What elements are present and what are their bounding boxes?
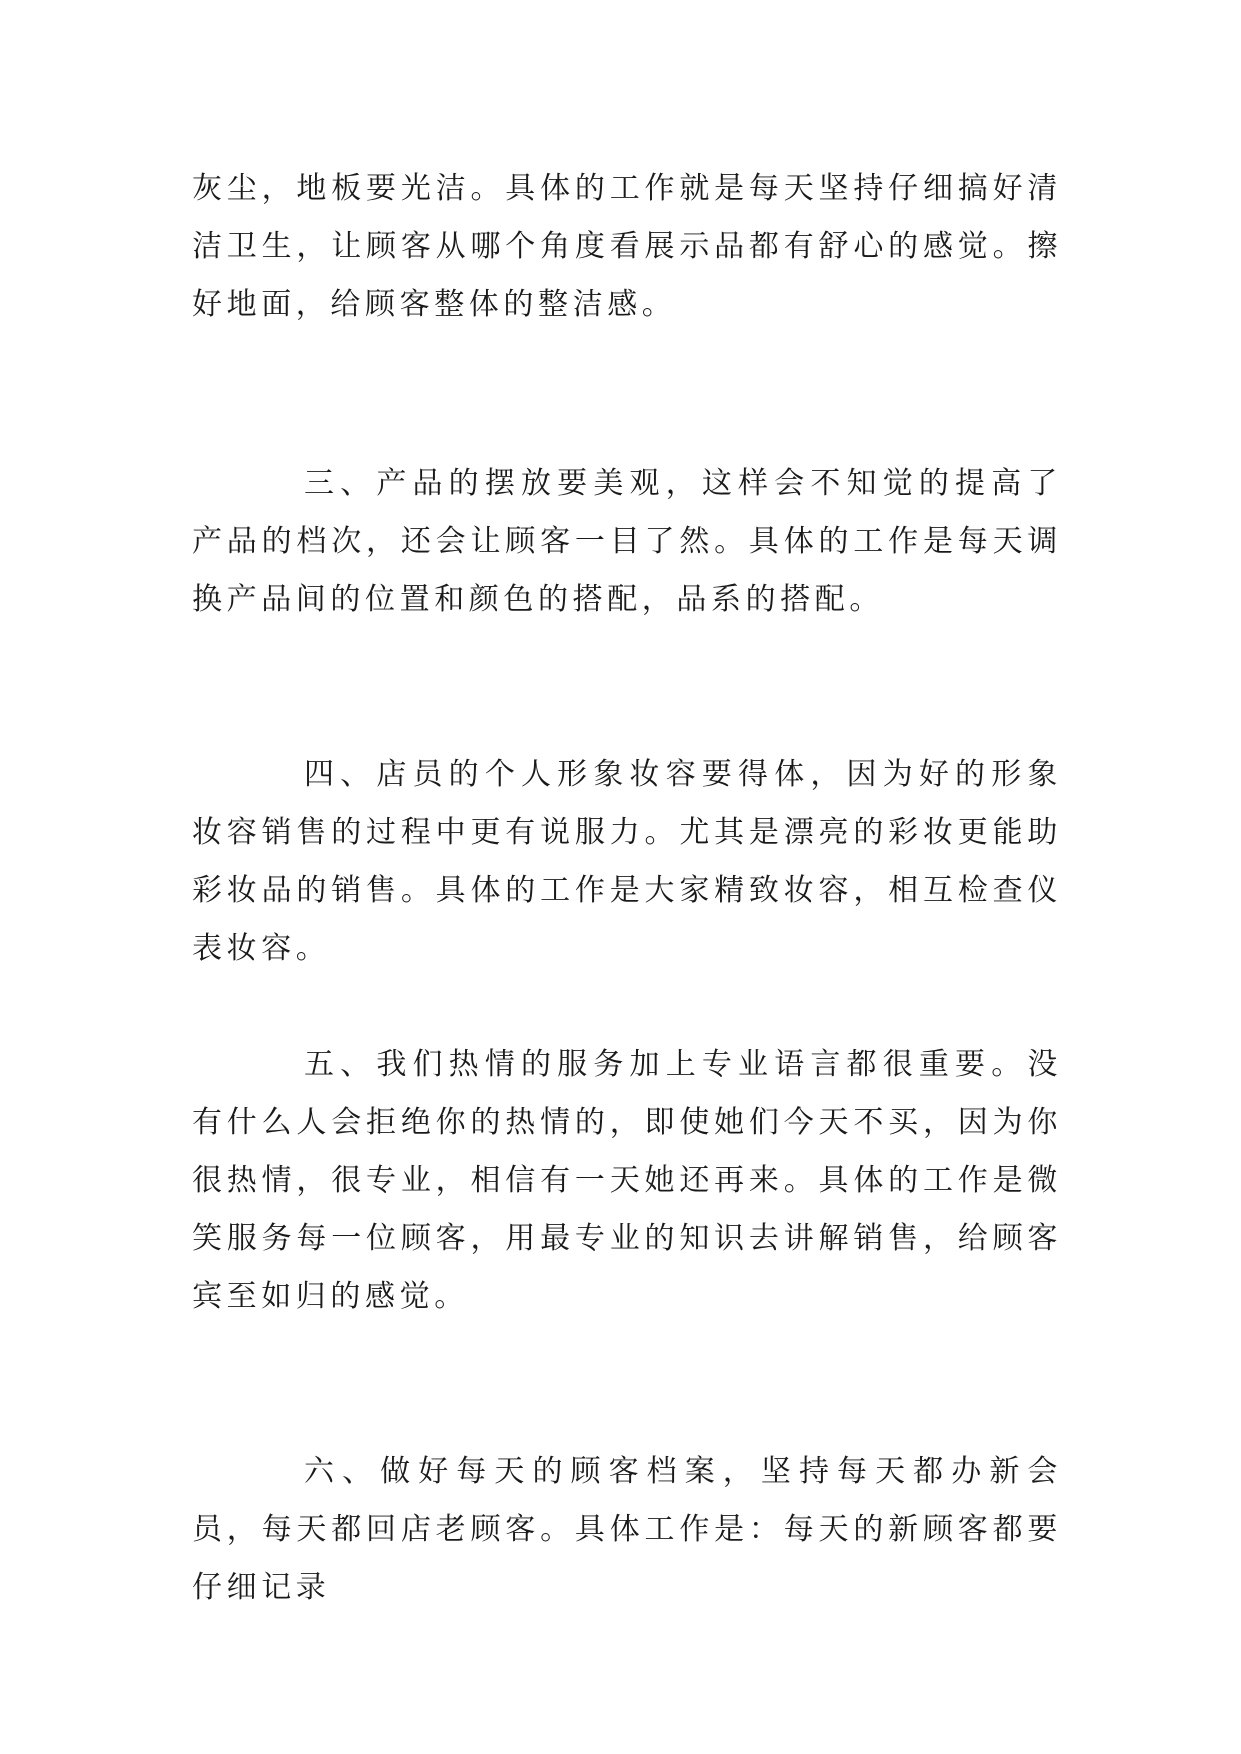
paragraph-service: 五、我们热情的服务加上专业语言都很重要。没有什么人会拒绝你的热情的，即使她们今天不买，因为你很热情，很专业，相信有一天她还再来。具体的工作是微笑服务每一位顾客，用最专业的知识去讲解销售，给顾客宾至如归的感觉。: [192, 1047, 1062, 1314]
paragraph-staff-appearance: 四、店员的个人形象妆容要得体，因为好的形象妆容销售的过程中更有说服力。尤其是漂亮的彩妆更能助彩妆品的销售。具体的工作是大家精致妆容，相互检查仪表妆容。: [192, 757, 1062, 966]
paragraph-product-display: 三、产品的摆放要美观，这样会不知觉的提高了产品的档次，还会让顾客一目了然。具体的工作是每天调换产品间的位置和颜色的搭配，品系的搭配。: [192, 466, 1062, 617]
paragraph-customer-records: 六、做好每天的顾客档案，坚持每天都办新会员，每天都回店老顾客。具体工作是：每天的新顾客都要仔细记录: [192, 1454, 1062, 1605]
paragraph-cleaning: 灰尘，地板要光洁。具体的工作就是每天坚持仔细搞好清洁卫生，让顾客从哪个角度看展示品都有舒心的感觉。擦好地面，给顾客整体的整洁感。: [192, 171, 1062, 322]
